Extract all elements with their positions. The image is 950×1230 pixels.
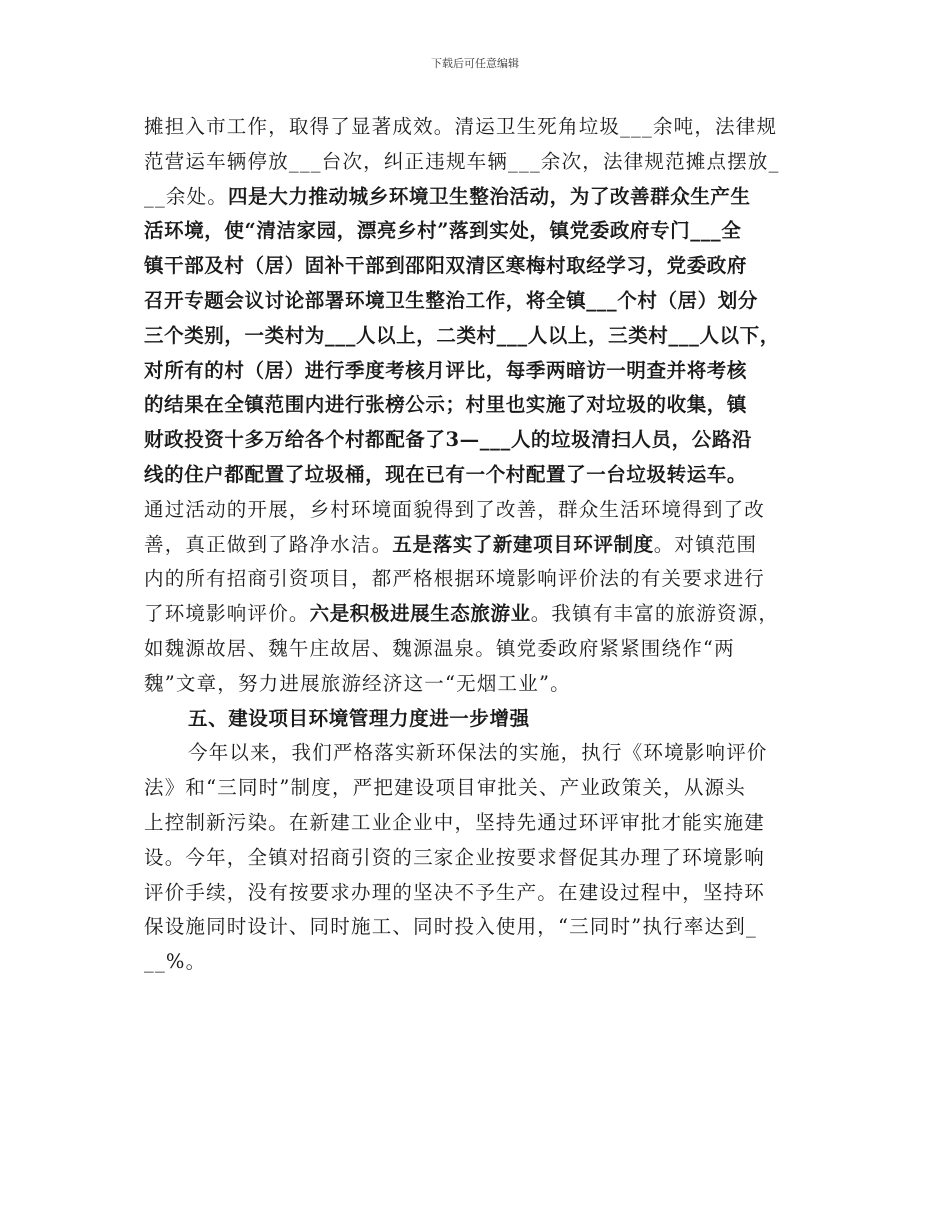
text-line: 财政投资十多万给各个村都配备了3—___人的垃圾清扫人员，公路沿 — [144, 428, 753, 452]
text-line: 的结果在全镇范围内进行张榜公示；村里也实施了对垃圾的收集，镇 — [144, 393, 748, 417]
text-line: 召开专题会议讨论部署环境卫生整治工作，将全镇___个村（居）划分 — [144, 288, 758, 312]
text-line: 上控制新污染。在新建工业企业中，坚持先通过环评审批才能实施建 — [144, 810, 766, 834]
text-line: 通过活动的开展，乡村环境面貌得到了改善，群众生活环境得到了改 — [144, 497, 766, 521]
text-line: 魏”文章，努力进展旅游经济这一“无烟工业”。 — [144, 671, 571, 695]
text-line — [144, 528, 824, 563]
text-span: 。对镇范围 — [653, 532, 758, 556]
text-line — [144, 180, 824, 215]
text-line — [144, 597, 824, 632]
text-line: 设。今年，全镇对招商引资的三家企业按要求督促其办理了环境影响 — [144, 845, 766, 869]
text-line: 评价手续，没有按要求办理的坚决不予生产。在建设过程中，坚持环 — [144, 880, 766, 904]
text-line: 线的住户都配置了垃圾桶，现在已有一个村配置了一台垃圾转运车。 — [144, 462, 748, 486]
page-header: 下载后可任意编辑 — [431, 57, 519, 70]
section-heading: 五、建设项目环境管理力度进一步增强 — [188, 706, 530, 730]
text-line: 三个类别，一类村为___人以上，二类村___人以上，三类村___人以下， — [144, 323, 780, 347]
bold-text-span: 六是积极进展生态旅游业 — [309, 602, 531, 626]
text-span: 了环境影响评价。 — [144, 602, 310, 626]
bold-text-span: 五是落实了新建项目环评制度 — [392, 532, 654, 556]
document-body — [144, 110, 824, 980]
text-line: 内的所有招商引资项目，都严格根据环境影响评价法的有关要求进行 — [144, 567, 766, 591]
text-line: 摊担入市工作，取得了显著成效。清运卫生死角垃圾___余吨，法律规 — [144, 115, 778, 138]
text-line: __%。 — [144, 950, 207, 974]
text-line: 如魏源故居、魏午庄故居、魏源温泉。镇党委政府紧紧围绕作“两 — [144, 636, 735, 660]
text-line: 法》和“三同时”制度，严把建设项目审批关、产业政策关，从源头 — [144, 776, 746, 800]
text-line: 范营运车辆停放___台次，纠正违规车辆___余次，法律规范摊点摆放_ — [144, 149, 780, 173]
text-span: 善，真正做到了路净水洁。 — [144, 532, 393, 556]
bold-text-span: 四是大力推动城乡环境卫生整治活动，为了改善群众生产生 — [228, 184, 751, 208]
text-line: 活环境，使“清洁家园，漂亮乡村”落到实处，镇党委政府专门___全 — [144, 219, 742, 243]
text-span: 。我镇有丰富的旅游资源， — [530, 602, 780, 626]
text-span: __余处。 — [144, 184, 229, 208]
text-line: 今年以来，我们严格落实新环保法的实施，执行《环境影响评价 — [188, 741, 768, 765]
text-line: 对所有的村（居）进行季度考核月评比，每季两暗访一明查并将考核 — [144, 358, 748, 382]
text-line: 镇干部及村（居）固补干部到邵阳双清区寒梅村取经学习，党委政府 — [144, 254, 748, 278]
text-line: 保设施同时设计、同时施工、同时投入使用，“三同时”执行率达到_ — [144, 915, 757, 939]
